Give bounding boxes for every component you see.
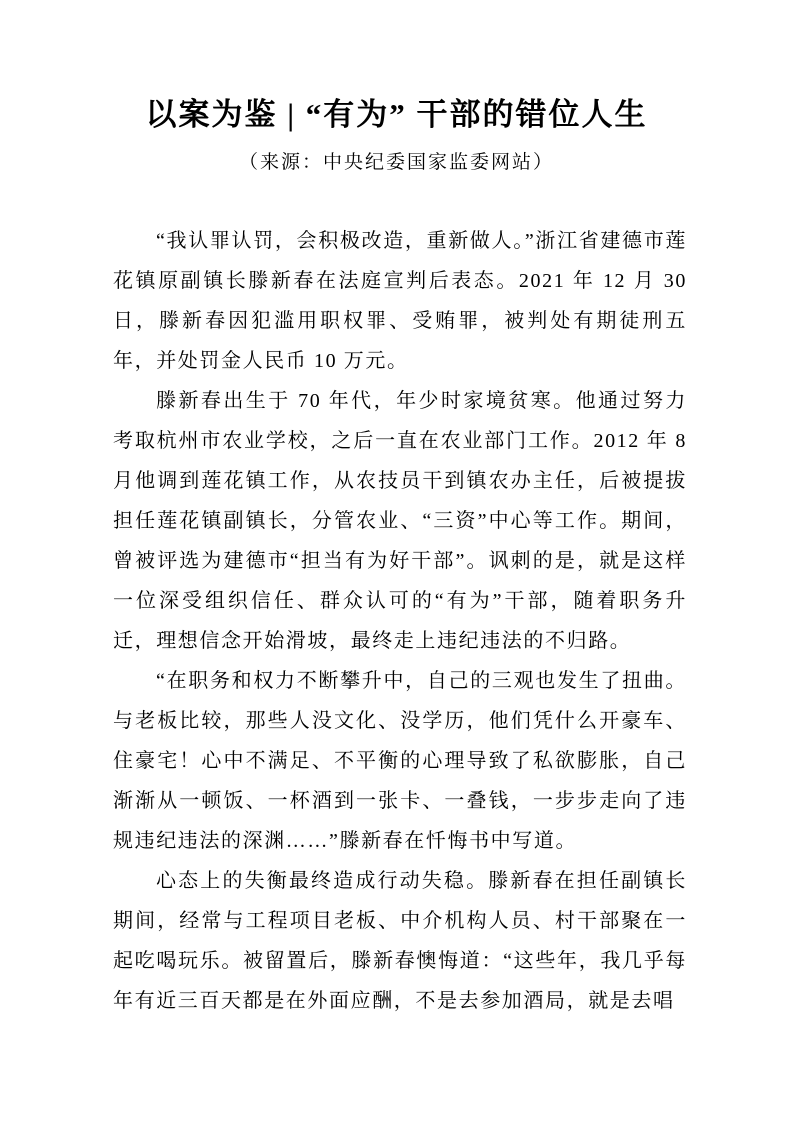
article-title: 以案为鉴 | “有为” 干部的错位人生: [145, 97, 648, 132]
article-body: [0, 221, 793, 1021]
paragraph: “我认罪认罚，会积极改造，重新做人。”浙江省建德市莲花镇原副镇长滕新春在法庭宣判后表态。2021 年 12 月 30 日，滕新春因犯滥用职权罪、受贿罪，被判处有期徒刑五年，并处罚金人民币 10 万元。: [113, 230, 687, 372]
paragraph: “在职务和权力不断攀升中，自己的三观也发生了扭曲。与老板比较，那些人没文化、没学历，他们凭什么开豪车、住豪宅！心中不满足、不平衡的心理导致了私欲膨胀，自己渐渐从一顿饭、一杯酒到一张卡、一叠钱，一步步走向了违规违纪违法的深渊……”滕新春在忏悔书中写道。: [113, 670, 687, 852]
paragraph: 心态上的失衡最终造成行动失稳。滕新春在担任副镇长期间，经常与工程项目老板、中介机构人员、村干部聚在一起吃喝玩乐。被留置后，滕新春懊悔道：“这些年，我几乎每年有近三百天都是在外面应酬，不是去参加酒局，就是去唱: [113, 870, 687, 1012]
article-source-line: （来源：中央纪委国家监委网站）: [238, 152, 554, 173]
paragraph: 滕新春出生于 70 年代，年少时家境贫寒。他通过努力考取杭州市农业学校，之后一直在农业部门工作。2012 年 8 月他调到莲花镇工作，从农技员干到镇农办主任，后被提拔担任莲花镇副镇长，分管农业、“三资”中心等工作。期间，曾被评选为建德市“担当有为好干部”。讽刺的是，就是这样一位深受组织信任、群众认可的“有为”干部，随着职务升迁，理想信念开始滑坡，最终走上违纪违法的不归路。: [113, 390, 687, 652]
